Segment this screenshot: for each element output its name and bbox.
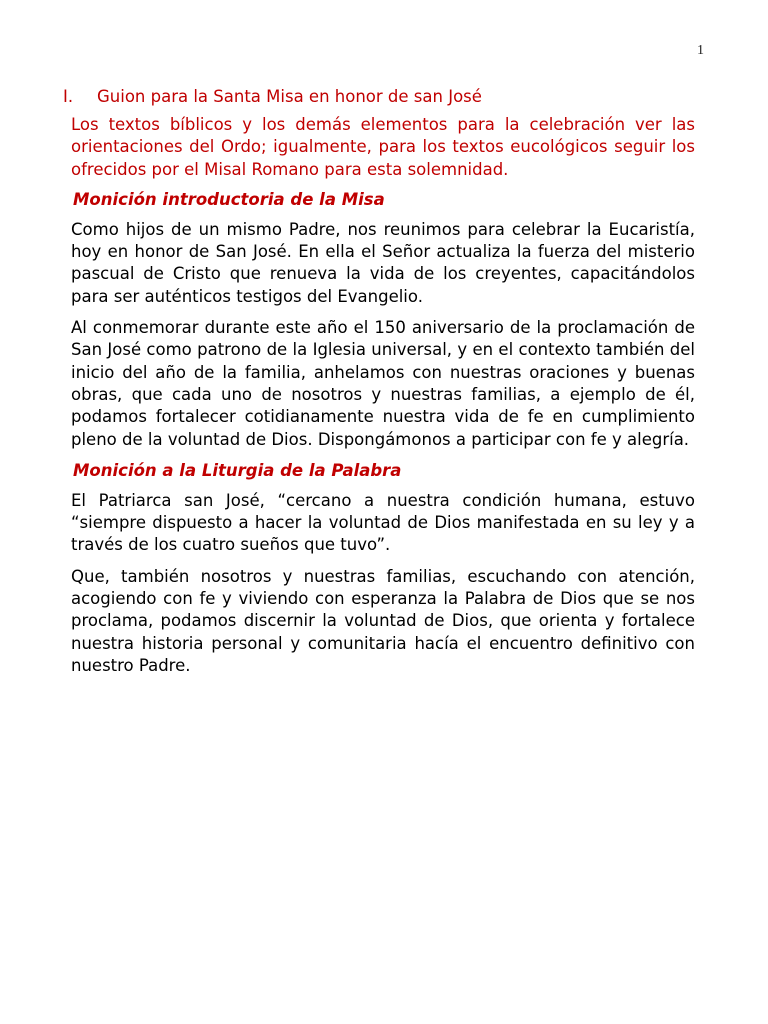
page-number: 1 [697, 43, 704, 58]
paragraph: Como hijos de un mismo Padre, nos reunimos para celebrar la Eucaristía, hoy en honor de San José. En ella el Señor actualiza la fuerza del misterio pascual de Cristo que renueva la vida de los creyentes, capacitándolos para ser auténticos testigos del Evangelio. [71, 219, 695, 306]
paragraph: Al conmemorar durante este año el 150 aniversario de la proclamación de San José como patrono de la Iglesia universal, y en el contexto también del inicio del año de la familia, anhelamos con nuestras oraciones y buenas obras, que cada uno de nosotros y nuestras familias, a ejemplo de él, podamos fortalecer cotidianamente nuestra vida de fe en cumplimiento pleno de la voluntad de Dios. Dispongámonos a participar con fe y alegría. [71, 318, 695, 449]
intro-paragraph: Los textos bíblicos y los demás elementos para la celebración ver las orientaciones del Ordo; igualmente, para los textos eucológicos seguir los ofrecidos por el Misal Romano para esta solemnidad. [71, 115, 695, 179]
section-monicion-introductoria [71, 189, 695, 451]
section-title: Guion para la Santa Misa en honor de san José [97, 87, 482, 106]
subheading-monicion-introductoria: Monición introductoria de la Misa [73, 189, 385, 209]
paragraph: Que, también nosotros y nuestras familias, escuchando con atención, acogiendo con fe y viviendo con esperanza la Palabra de Dios que se nos proclama, podamos discernir la voluntad de Dios, que orienta y fortalece nuestra historia personal y comunitaria hacía el encuentro definitivo con nuestro Padre. [71, 566, 695, 675]
section-heading [63, 86, 695, 108]
paragraph: El Patriarca san José, “cercano a nuestra condición humana, estuvo “siempre dispuesto a hacer la voluntad de Dios manifestada en su ley y a través de los cuatro sueños que tuvo”. [71, 490, 695, 555]
section-monicion-liturgia [71, 460, 695, 677]
document-body [63, 86, 695, 686]
subheading-monicion-liturgia: Monición a la Liturgia de la Palabra [73, 460, 402, 480]
section-number: I. [63, 87, 74, 106]
